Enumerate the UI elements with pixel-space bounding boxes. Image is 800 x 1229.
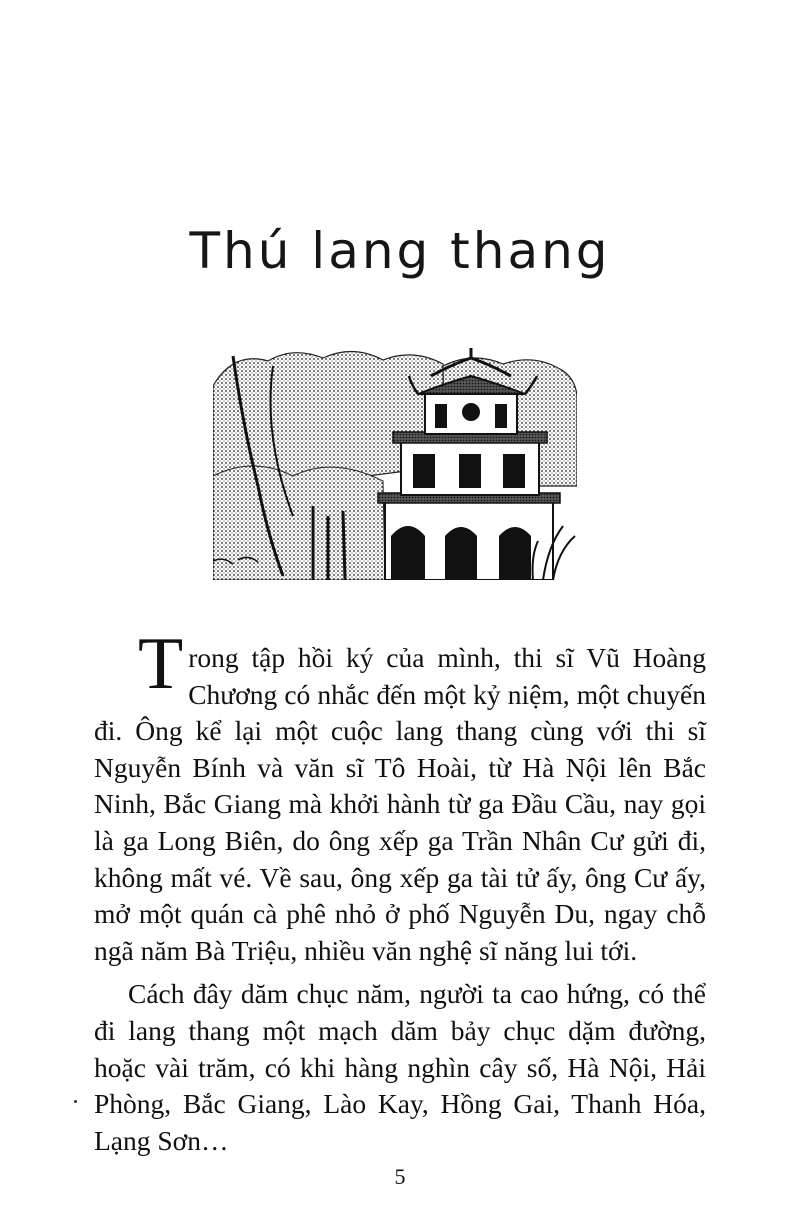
paragraph-text: rong tập hồi ký của mình, thi sĩ Vũ Hoàng Chương có nhắc đến một kỷ niệm, một chuyến đi. Ông kể lại một cuộc lang thang cùng với thi sĩ Nguyễn Bính và văn sĩ Tô Hoài, từ Hà Nội lên Bắc Ninh, Bắc Giang mà khởi hành từ ga Đầu Cầu, nay gọi là ga Long Biên, do ông xếp ga Trần Nhân Cư gửi đi, không mất vé. Về sau, ông xếp ga tài tử ấy, ông Cư ấy, mở một quán cà phê nhỏ ở phố Nguyễn Du, ngay chỗ ngã năm Bà Triệu, nhiều văn nghệ sĩ năng lui tới. xyxy=(94,642,706,966)
page-number: 5 xyxy=(394,1164,406,1189)
chapter-title: Thú lang thang xyxy=(189,222,611,280)
print-speck xyxy=(74,1100,77,1103)
drop-cap: T xyxy=(138,623,184,705)
paragraph-1 xyxy=(94,623,706,969)
pavilion-illustration xyxy=(213,346,577,580)
body-text xyxy=(94,623,706,1159)
paragraph-2: Cách đây dăm chục năm, người ta cao hứng, có thể đi lang thang một mạch dăm bảy chục dặm đường, hoặc vài trăm, có khi hàng nghìn cây số, Hà Nội, Hải Phòng, Bắc Giang, Lào Kay, Hồng Gai, Thanh Hóa, Lạng Sơn… xyxy=(94,978,706,1156)
